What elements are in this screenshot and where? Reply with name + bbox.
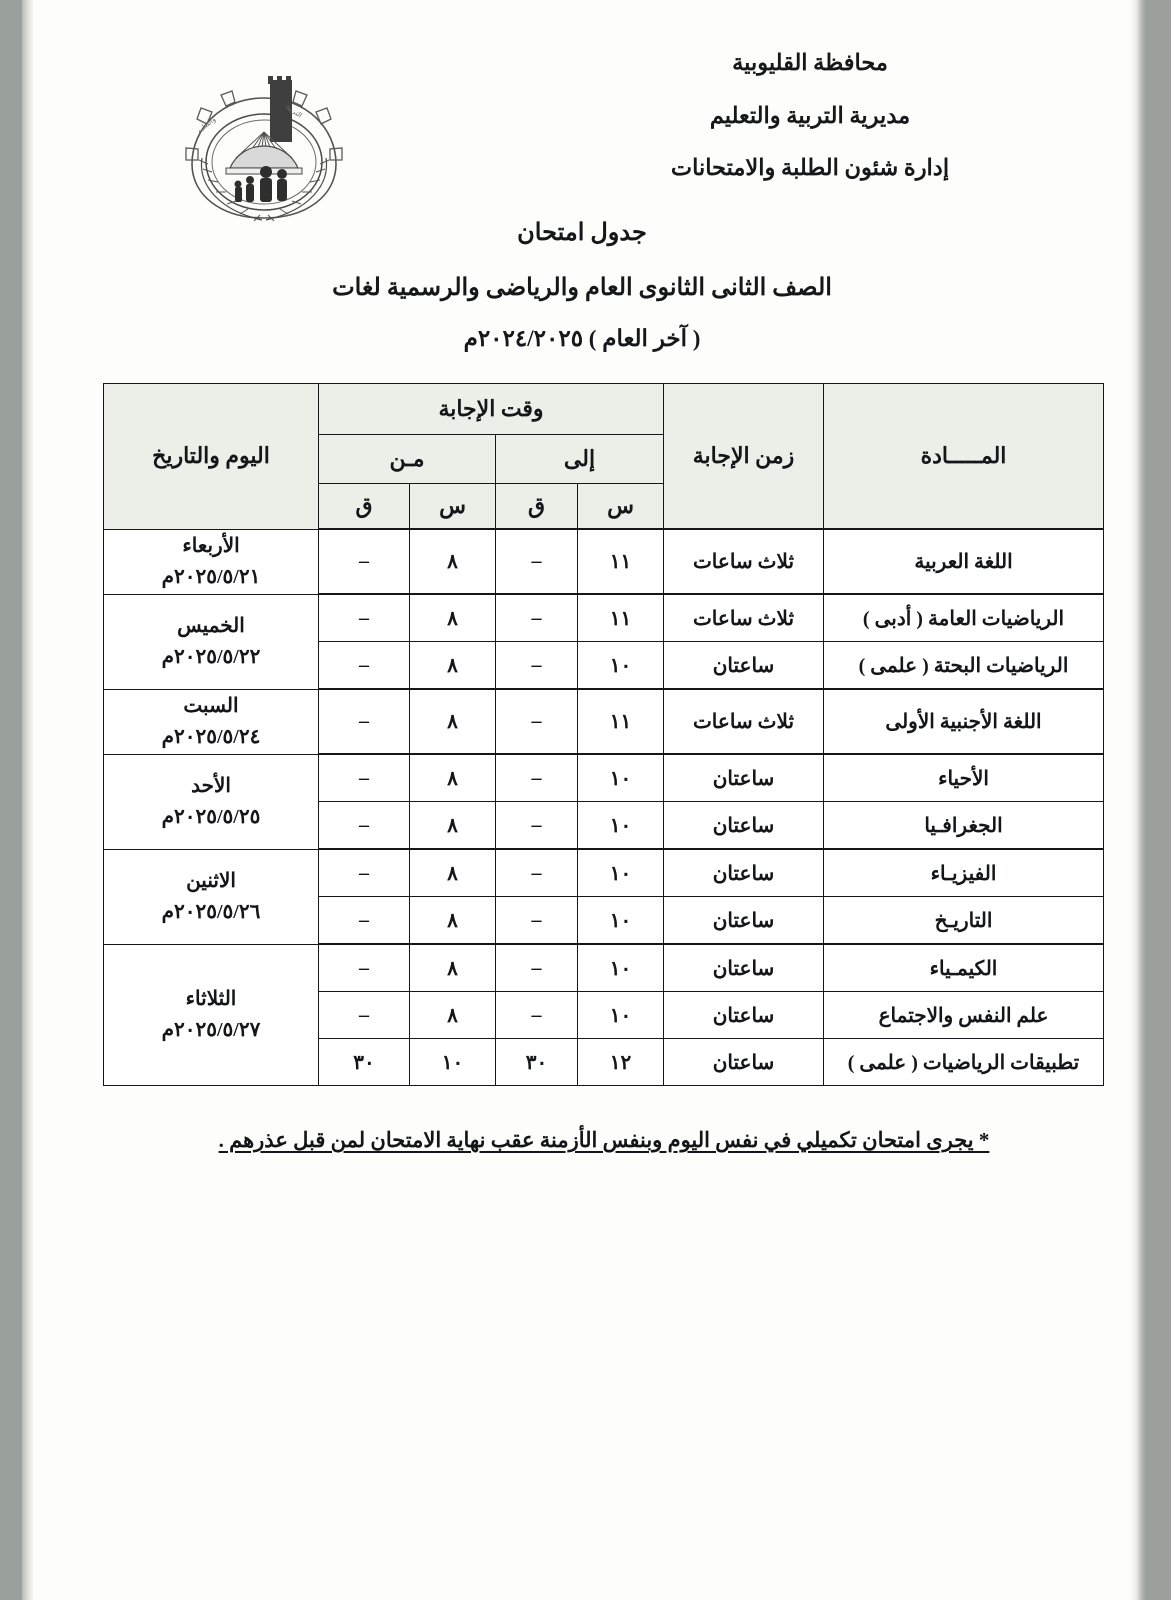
cell-from-minute: – [319, 594, 410, 642]
cell-from-minute: – [319, 992, 410, 1039]
column-header-from-minute: ق [319, 484, 410, 530]
cell-from-minute: – [319, 642, 410, 690]
cell-duration: ساعتان [664, 897, 824, 945]
cell-from-minute: – [319, 802, 410, 850]
cell-from-hour: ١٠ [410, 1039, 496, 1086]
day-name: الأربعاء [182, 534, 240, 557]
document-page [34, 0, 1130, 1600]
column-header-to: إلى [496, 435, 664, 484]
page-title: جدول امتحان [517, 220, 647, 246]
letterhead-line-directorate: مديرية التربية والتعليم [709, 102, 911, 128]
day-name: الاثنين [186, 869, 236, 892]
document-titles [34, 218, 1130, 352]
cell-duration: ثلاث ساعات [664, 529, 824, 594]
day-name: الخميس [177, 614, 245, 637]
table-body [104, 529, 1104, 1086]
svg-text:والتعليم: والتعليم [195, 116, 218, 136]
cell-from-minute: ٣٠ [319, 1039, 410, 1086]
cell-from-hour: ٨ [410, 802, 496, 850]
cell-subject: علم النفس والاجتماع [824, 992, 1104, 1039]
cell-from-hour: ٨ [410, 689, 496, 754]
subtitle-term-year: ( آخر العام ) ٢٠٢٤/٢٠٢٥م [463, 326, 701, 351]
cell-to-minute: – [496, 802, 578, 850]
table-row [104, 754, 1104, 802]
cell-to-minute: – [496, 642, 578, 690]
cell-to-hour: ١٢ [578, 1039, 664, 1086]
letterhead [550, 52, 1070, 180]
cell-subject: الفيزيـاء [824, 849, 1104, 897]
cell-duration: ساعتان [664, 944, 824, 992]
cell-from-hour: ٨ [410, 992, 496, 1039]
cell-to-hour: ١٠ [578, 754, 664, 802]
cell-duration: ساعتان [664, 754, 824, 802]
cell-from-hour: ٨ [410, 849, 496, 897]
day-name: الثلاثاء [185, 987, 237, 1010]
cell-to-hour: ١٠ [578, 849, 664, 897]
table-row [104, 944, 1104, 992]
schedule-table-container [104, 383, 1104, 1086]
cell-to-minute: – [496, 944, 578, 992]
day-date: ٢٠٢٥/٥/٢١م [161, 565, 261, 588]
table-head [104, 384, 1104, 530]
cell-from-hour: ٨ [410, 594, 496, 642]
cell-from-minute: – [319, 689, 410, 754]
day-date: ٢٠٢٥/٥/٢٤م [161, 725, 261, 748]
day-name: السبت [183, 694, 239, 717]
cell-day-date [104, 849, 319, 944]
cell-to-minute: – [496, 689, 578, 754]
cell-to-minute: ٣٠ [496, 1039, 578, 1086]
cell-to-minute: – [496, 849, 578, 897]
cell-to-hour: ١٠ [578, 897, 664, 945]
cell-subject: الجغرافـيا [824, 802, 1104, 850]
exam-schedule-table [103, 383, 1104, 1086]
column-header-to-hour: س [578, 484, 664, 530]
cell-duration: ساعتان [664, 802, 824, 850]
table-row [104, 849, 1104, 897]
cell-duration: ساعتان [664, 642, 824, 690]
table-row [104, 529, 1104, 594]
cell-duration: ثلاث ساعات [664, 594, 824, 642]
cell-from-hour: ٨ [410, 754, 496, 802]
cell-from-hour: ٨ [410, 897, 496, 945]
cell-to-hour: ١١ [578, 689, 664, 754]
cell-to-hour: ١٠ [578, 642, 664, 690]
column-header-day-date: اليوم والتاريخ [104, 384, 319, 530]
table-head-row-1 [104, 384, 1104, 435]
day-date: ٢٠٢٥/٥/٢٥م [161, 805, 261, 828]
cell-from-hour: ٨ [410, 529, 496, 594]
cell-day-date [104, 689, 319, 754]
cell-from-minute: – [319, 529, 410, 594]
cell-subject: التاريـخ [824, 897, 1104, 945]
cell-to-minute: – [496, 897, 578, 945]
cell-day-date [104, 529, 319, 594]
ministry-emblem-icon [174, 72, 354, 237]
column-header-from: مـن [319, 435, 496, 484]
cell-duration: ساعتان [664, 992, 824, 1039]
column-header-answer-time: وقت الإجابة [319, 384, 664, 435]
table-row [104, 594, 1104, 642]
cell-to-hour: ١١ [578, 594, 664, 642]
day-name: الأحد [191, 774, 231, 797]
day-date: ٢٠٢٥/٥/٢٧م [161, 1018, 261, 1041]
day-date: ٢٠٢٥/٥/٢٦م [161, 900, 261, 923]
cell-from-minute: – [319, 944, 410, 992]
cell-to-hour: ١٠ [578, 944, 664, 992]
cell-to-minute: – [496, 594, 578, 642]
cell-from-minute: – [319, 849, 410, 897]
cell-subject: الكيمـياء [824, 944, 1104, 992]
cell-duration: ثلاث ساعات [664, 689, 824, 754]
cell-to-hour: ١٠ [578, 992, 664, 1039]
cell-duration: ساعتان [664, 849, 824, 897]
subtitle-grade: الصف الثانى الثانوى العام والرياضى والرسمية لغات [332, 275, 832, 301]
cell-duration: ساعتان [664, 1039, 824, 1086]
cell-day-date [104, 594, 319, 689]
cell-to-hour: ١١ [578, 529, 664, 594]
cell-from-hour: ٨ [410, 944, 496, 992]
cell-day-date [104, 944, 319, 1086]
letterhead-line-governorate: محافظة القليوبية [732, 50, 888, 75]
letterhead-line-department: إدارة شئون الطلبة والامتحانات [670, 155, 950, 180]
column-header-duration: زمن الإجابة [664, 384, 824, 530]
supplementary-exam-note: * يجرى امتحان تكميلي في نفس اليوم وبنفس الأزمنة عقب نهاية الامتحان لمن قبل عذرهم . [218, 1128, 990, 1152]
cell-subject: الرياضيات البحتة ( علمى ) [824, 642, 1104, 690]
cell-to-hour: ١٠ [578, 802, 664, 850]
cell-to-minute: – [496, 754, 578, 802]
cell-subject: الأحياء [824, 754, 1104, 802]
cell-subject: اللغة الأجنبية الأولى [824, 689, 1104, 754]
cell-subject: الرياضيات العامة ( أدبى ) [824, 594, 1104, 642]
column-header-from-hour: س [410, 484, 496, 530]
column-header-subject: المـــــادة [824, 384, 1104, 530]
cell-from-minute: – [319, 754, 410, 802]
day-date: ٢٠٢٥/٥/٢٢م [161, 645, 261, 668]
cell-day-date [104, 754, 319, 849]
table-row [104, 689, 1104, 754]
cell-subject: اللغة العربية [824, 529, 1104, 594]
cell-to-minute: – [496, 992, 578, 1039]
cell-to-minute: – [496, 529, 578, 594]
column-header-to-minute: ق [496, 484, 578, 530]
cell-from-minute: – [319, 897, 410, 945]
cell-subject: تطبيقات الرياضيات ( علمى ) [824, 1039, 1104, 1086]
svg-text:التربية: التربية [284, 103, 303, 120]
cell-from-hour: ٨ [410, 642, 496, 690]
